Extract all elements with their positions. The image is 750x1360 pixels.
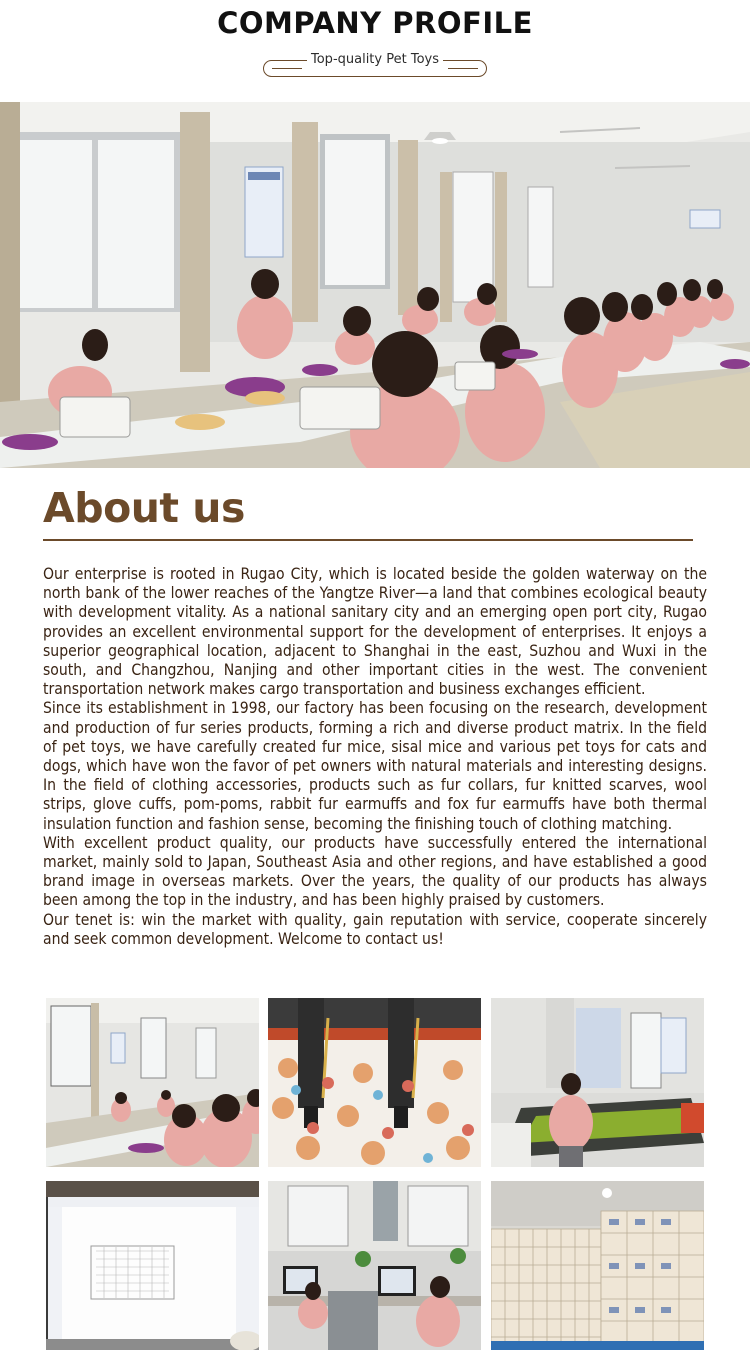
pill-line-left bbox=[272, 68, 302, 69]
laser-cutting-photo bbox=[268, 998, 481, 1167]
fabric-cutting-machine-photo bbox=[491, 998, 704, 1167]
about-divider bbox=[43, 539, 693, 541]
warehouse-boxes-photo bbox=[491, 1181, 704, 1350]
about-body bbox=[43, 565, 707, 949]
about-heading: About us bbox=[43, 484, 245, 532]
about-paragraph: With excellent product quality, our products have successfully entered the international market, mainly sold to Japan, Southeast Asia and other regions, and have established a good brand image in overseas markets. Over the years, the quality of our products has always been among the top in the industry, and has been highly praised by customers. bbox=[43, 833, 707, 910]
about-paragraph: Our tenet is: win the market with quality, gain reputation with service, cooperate sincerely and seek common development. Welcome to contact us! bbox=[43, 910, 707, 948]
page-subtitle: Top-quality Pet Toys bbox=[307, 52, 443, 67]
office-workstations-photo bbox=[268, 1181, 481, 1350]
sewing-room-photo bbox=[46, 998, 259, 1167]
pill-line-right bbox=[448, 68, 478, 69]
page-header bbox=[0, 0, 750, 100]
sewing-workshop-photo bbox=[0, 102, 750, 468]
pattern-design-screen-photo bbox=[46, 1181, 259, 1350]
about-paragraph: Our enterprise is rooted in Rugao City, which is located beside the golden waterway on the north bank of the lower reaches of the Yangtze River—a land that combines ecological beauty with development vitality. As a national sanitary city and an emerging open port city, Rugao provides an excellent environmental support for the development of enterprises. It enjoys a superior geographical location, adjacent to Shanghai in the east, Suzhou and Wuxi in the south, and Changzhou, Nanjing and other important cities in the west. The convenient transportation network makes cargo transportation and business exchanges efficient. bbox=[43, 565, 707, 699]
about-paragraph: Since its establishment in 1998, our factory has been focusing on the research, development and production of fur series products, forming a rich and diverse product matrix. In the field of pet toys, we have carefully created fur mice, sisal mice and various pet toys for cats and dogs, which have won the favor of pet owners with natural materials and interesting designs. In the field of clothing accessories, products such as fur collars, fur knitted scarves, wool strips, glove cuffs, pom-poms, rabbit fur earmuffs and fox fur earmuffs have both thermal insulation function and fashion sense, becoming the finishing touch of clothing matching. bbox=[43, 699, 707, 833]
page-title: COMPANY PROFILE bbox=[217, 6, 533, 40]
